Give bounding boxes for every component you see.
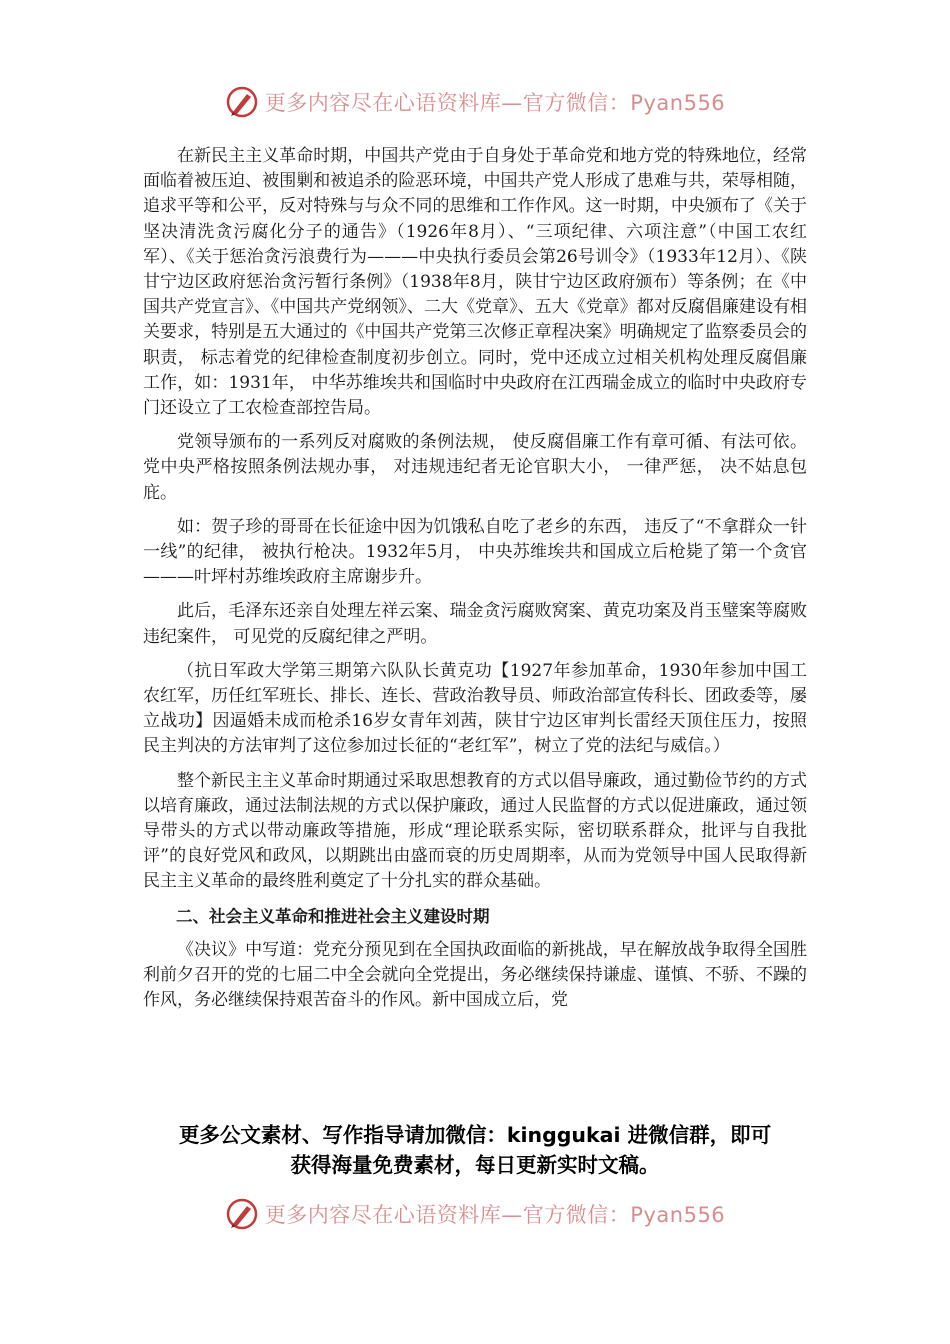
paragraph: 在新民主主义革命时期，中国共产党由于自身处于革命党和地方党的特殊地位，经常面临着被压迫、被围剿和被追杀的险恶环境，中国共产党人形成了患难与共，荣辱相随，追求平等和公平，反对特殊与与众不同的思维和工作作风。这一时期，中央颁布了《关于坚决清洗贪污腐化分子的通告》（1926年8月）、“三项纪律、六项注意”（中国工农红军）、《关于惩治贪污浪费行为———中央执行委员会第26号训令》（1933年12月）、《陕甘宁边区政府惩治贪污暂行条例》（1938年8月，陕甘宁边区政府颁布）等条例；在《中国共产党宣言》、《中国共产党纲领》、二大《党章》、五大《党章》都对反腐倡廉建设有相关要求，特别是五大通过的《中国共产党第三次修正章程决案》明确规定了监察委员会的职责， 标志着党的纪律检查制度初步创立。同时，党中还成立过相关机构处理反腐倡廉工作，如：1931年， 中华苏维埃共和国临时中央政府在江西瑞金成立的临时中央政府专门还设立了工农检查部控告局。 bbox=[143, 146, 807, 419]
document-body bbox=[143, 144, 807, 1023]
pen-logo-icon bbox=[225, 85, 259, 119]
promo-notice bbox=[100, 1120, 850, 1180]
paragraph: 《决议》中写道：党充分预见到在全国执政面临的新挑战，早在解放战争取得全国胜利前夕召开的党的七届二中全会就向全党提出，务必继续保持谦虚、谨慎、不骄、不躁的作风，务必继续保持艰苦奋斗的作风。新中国成立后，党 bbox=[143, 939, 807, 1011]
paragraph: 如：贺子珍的哥哥在长征途中因为饥饿私自吃了老乡的东西， 违反了“不拿群众一针一线”的纪律， 被执行枪决。1932年5月， 中央苏维埃共和国成立后枪毙了第一个贪官———叶坪村苏维埃政府主席谢步升。 bbox=[143, 516, 807, 588]
section-heading: 二、社会主义革命和推进社会主义建设时期 bbox=[176, 906, 490, 926]
paragraph: 党领导颁布的一系列反对腐败的条例法规， 使反腐倡廉工作有章可循、有法可依。党中央严格按照条例法规办事， 对违规违纪者无论官职大小， 一律严惩， 决不姑息包庇。 bbox=[143, 432, 807, 503]
pen-logo-icon bbox=[225, 1197, 259, 1231]
footer-banner-text: 更多内容尽在心语资料库—官方微信：Pyan556 bbox=[264, 1203, 726, 1227]
footer-banner bbox=[0, 1194, 950, 1234]
paragraph: （抗日军政大学第三期第六队队长黄克功【1927年参加革命，1930年参加中国工农红军，历任红军班长、排长、连长、营政治教导员、师政治部宣传科长、团政委等，屡立战功】因逼婚未成而枪杀16岁女青年刘茜，陕甘宁边区审判长雷经天顶住压力，按照民主判决的方法审判了这位参加过长征的“老红军”，树立了党的法纪与威信。） bbox=[143, 660, 807, 757]
paragraph: 整个新民主主义革命时期通过采取思想教育的方式以倡导廉政，通过勤俭节约的方式以培育廉政，通过法制法规的方式以保护廉政，通过人民监督的方式以促进廉政，通过领导带头的方式以带动廉政等措施，形成“理论联系实际，密切联系群众，批评与自我批评”的良好党风和政风，以期跳出由盛而衰的历史周期率，从而为党领导中国人民取得新民主主义革命的最终胜利奠定了十分扎实的群众基础。 bbox=[143, 770, 807, 892]
header-banner-text: 更多内容尽在心语资料库—官方微信：Pyan556 bbox=[264, 91, 726, 115]
paragraph: 此后，毛泽东还亲自处理左祥云案、瑞金贪污腐败窝案、黄克功案及肖玉璧案等腐败违纪案件， 可见党的反腐纪律之严明。 bbox=[143, 601, 807, 647]
promo-line-1: 更多公文素材、写作指导请加微信：kinggukai 进微信群，即可 bbox=[178, 1123, 772, 1147]
promo-line-2: 获得海量免费素材，每日更新实时文稿。 bbox=[290, 1153, 660, 1177]
header-banner bbox=[0, 82, 950, 122]
